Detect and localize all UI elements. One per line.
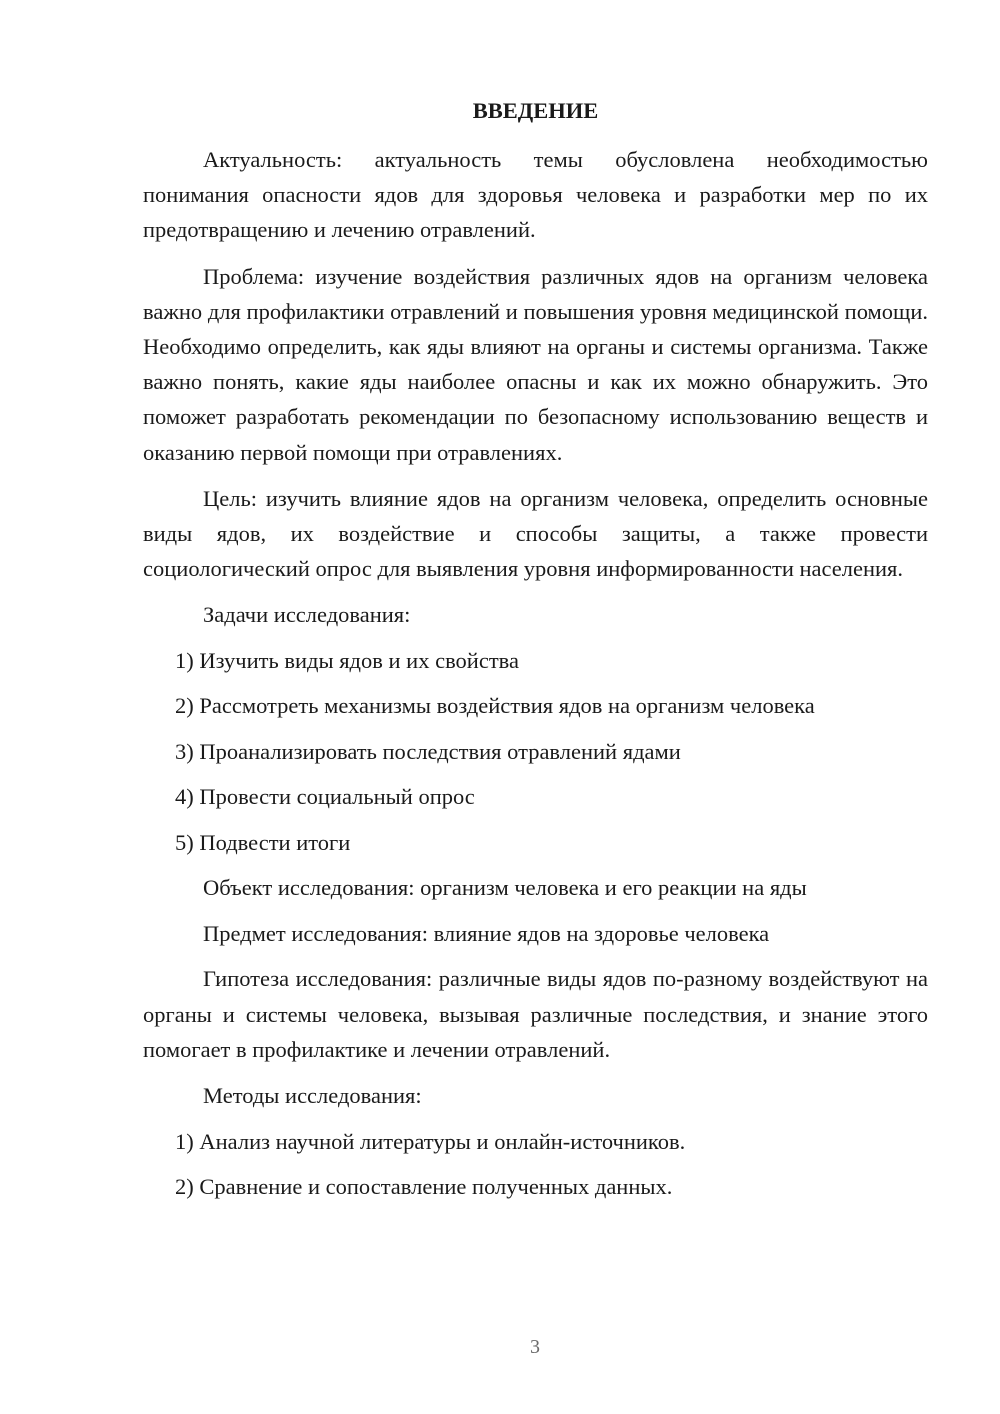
task-item: 2) Рассмотреть механизмы воздействия ядов на организм человека [175,693,815,719]
task-item: 3) Проанализировать последствия отравлений ядами [175,738,681,764]
page-content [143,94,928,1215]
task-item: 4) Провести социальный опрос [175,784,475,810]
page-number: 3 [530,1336,540,1358]
relevance-paragraph: Актуальность: актуальность темы обусловлена необходимостью понимания опасности ядов для здоровья человека и разработки мер по их предотвращению и лечению отравлений. [143,147,928,243]
methods-list [143,1124,928,1205]
methods-heading: Методы исследования: [203,1083,422,1109]
method-item: 2) Сравнение и сопоставление полученных данных. [175,1174,673,1200]
problem-paragraph: Проблема: изучение воздействия различных ядов на организм человека важно для профилактики отравлений и повышения уровня медицинской помощи. Необходимо определить, как яды влияют на органы и системы организма. Также важно понять, какие яды наиболее опасны и как их можно обнаружить. Это поможет разработать рекомендации по безопасному использованию веществ и оказанию первой помощи при отравлениях. [143,263,928,465]
method-item: 1) Анализ научной литературы и онлайн-источников. [175,1128,686,1154]
tasks-list [143,643,928,860]
tasks-heading: Задачи исследования: [203,602,411,628]
research-object: Объект исследования: организм человека и его реакции на яды [203,875,807,901]
task-item: 5) Подвести итоги [175,829,351,855]
task-item: 1) Изучить виды ядов и их свойства [175,647,519,673]
section-title: ВВЕДЕНИЕ [472,98,599,123]
goal-paragraph: Цель: изучить влияние ядов на организм человека, определить основные виды ядов, их воздействие и способы защиты, а также провести социологический опрос для выявления уровня информированности населения. [143,485,928,582]
hypothesis-paragraph: Гипотеза исследования: различные виды ядов по-разному воздействуют на органы и системы человека, вызывая различные последствия, и знание этого помогает в профилактике и лечении отравлений. [143,966,928,1062]
research-subject: Предмет исследования: влияние ядов на здоровье человека [203,920,770,946]
